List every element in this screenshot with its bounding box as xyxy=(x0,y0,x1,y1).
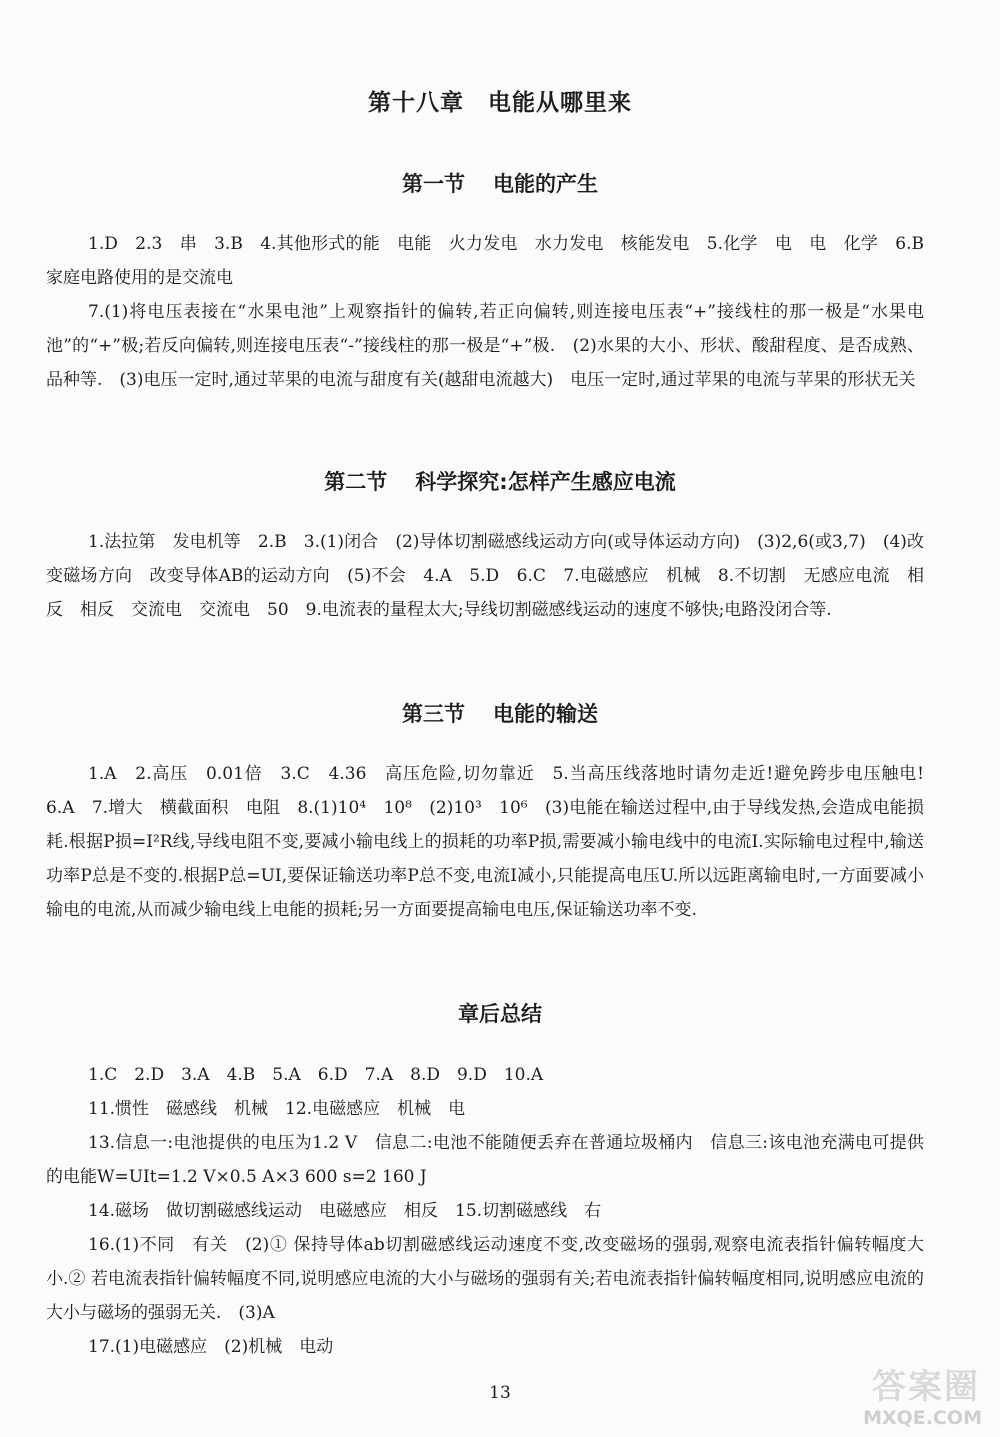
section-title: 电能的输送 xyxy=(493,702,598,726)
section-title: 电能的产生 xyxy=(493,172,598,196)
section-number: 第三节 xyxy=(402,702,465,726)
answer-paragraph: 13.信息一:电池提供的电压为1.2 V 信息二:电池不能随便丢弃在普通垃圾桶内 信息三:该电池充满电可提供的电能W=UIt=1.2 V×0.5 A×3 600 s=2 160 J xyxy=(46,1133,924,1187)
answer-paragraph: 1.D 2.3 串 3.B 4.其他形式的能 电能 火力发电 水力发电 核能发电 5.化学 电 电 化学 6.B 家庭电路使用的是交流电 xyxy=(46,234,941,288)
section-number: 第一节 xyxy=(402,172,465,196)
section-title: 章后总结 xyxy=(458,1002,542,1026)
answer-paragraph: 11.惯性 磁感线 机械 12.电磁感应 机械 电 xyxy=(88,1099,466,1119)
section-heading-3 xyxy=(0,698,1000,728)
answer-paragraph: 17.(1)电磁感应 (2)机械 电动 xyxy=(88,1337,334,1357)
answer-paragraph: 1.C 2.D 3.A 4.B 5.A 6.D 7.A 8.D 9.D 10.A xyxy=(88,1065,544,1085)
section-heading-summary xyxy=(0,998,1000,1028)
answer-paragraph: 7.(1)将电压表接在“水果电池”上观察指针的偏转,若正向偏转,则连接电压表“+”接线柱的那一极是“水果电池”的“+”极;若反向偏转,则连接电压表“-”接线柱的那一极是“+”极. (2)水果的大小、形状、酸甜程度、是否成熟、品种等. (3)电压一定时,通过苹果的电流与甜度有关(越甜电流越大) 电压一定时,通过苹果的电流与苹果的形状无关 xyxy=(46,302,924,390)
answer-paragraph: 14.磁场 做切割磁感线运动 电磁感应 相反 15.切割磁感线 右 xyxy=(88,1201,602,1221)
watermark-logo xyxy=(836,1359,986,1429)
section-heading-2 xyxy=(0,466,1000,496)
answer-paragraph: 16.(1)不同 有关 (2)① 保持导体ab切割磁感线运动速度不变,改变磁场的强弱,观察电流表指针偏转幅度大小.② 若电流表指针偏转幅度不同,说明感应电流的大小与磁场的强弱有关;若电流表指针偏转幅度相同,说明感应电流的大小与磁场的强弱无关. (3)A xyxy=(46,1235,924,1323)
page-number: 13 xyxy=(489,1383,511,1403)
section-number: 第二节 xyxy=(324,470,388,494)
watermark-url: MXQE.COM xyxy=(863,1407,982,1429)
answer-paragraph: 1.法拉第 发电机等 2.B 3.(1)闭合 (2)导体切割磁感线运动方向(或导体运动方向) (3)2,6(或3,7) (4)改变磁场方向 改变导体AB的运动方向 (5)不会 4.A 5.D 6.C 7.电磁感应 机械 8.不切割 无感应电流 相反 相反 交流电 交流电 50 9.电流表的量程太大;导线切割磁感线运动的速度不够快;电路没闭合等. xyxy=(46,532,924,620)
section-heading-1 xyxy=(0,168,1000,198)
chapter-title: 第十八章 电能从哪里来 xyxy=(368,90,632,116)
answer-paragraph: 1.A 2.高压 0.01倍 3.C 4.36 高压危险,切勿靠近 5.当高压线落地时请勿走近!避免跨步电压触电! 6.A 7.增大 横截面积 电阻 8.(1)10⁴ 10⁸ (2)10³ 10⁶ (3)电能在输送过程中,由于导线发热,会造成电能损耗.根据P损=I²R线,导线电阻不变,要减小输电线上的损耗的功率P损,需要减小输电线中的电流I.实际输电过程中,输送功率P总是不变的.根据P总=UI,要保证输送功率P总不变,电流I减小,只能提高电压U.所以远距离输电时,一方面要减小输电的电流,从而减少输电线上电能的损耗;另一方面要提高输电电压,保证输送功率不变. xyxy=(46,764,941,920)
section-title: 科学探究:怎样产生感应电流 xyxy=(415,470,676,494)
watermark-text: 答案圈 xyxy=(872,1367,980,1407)
